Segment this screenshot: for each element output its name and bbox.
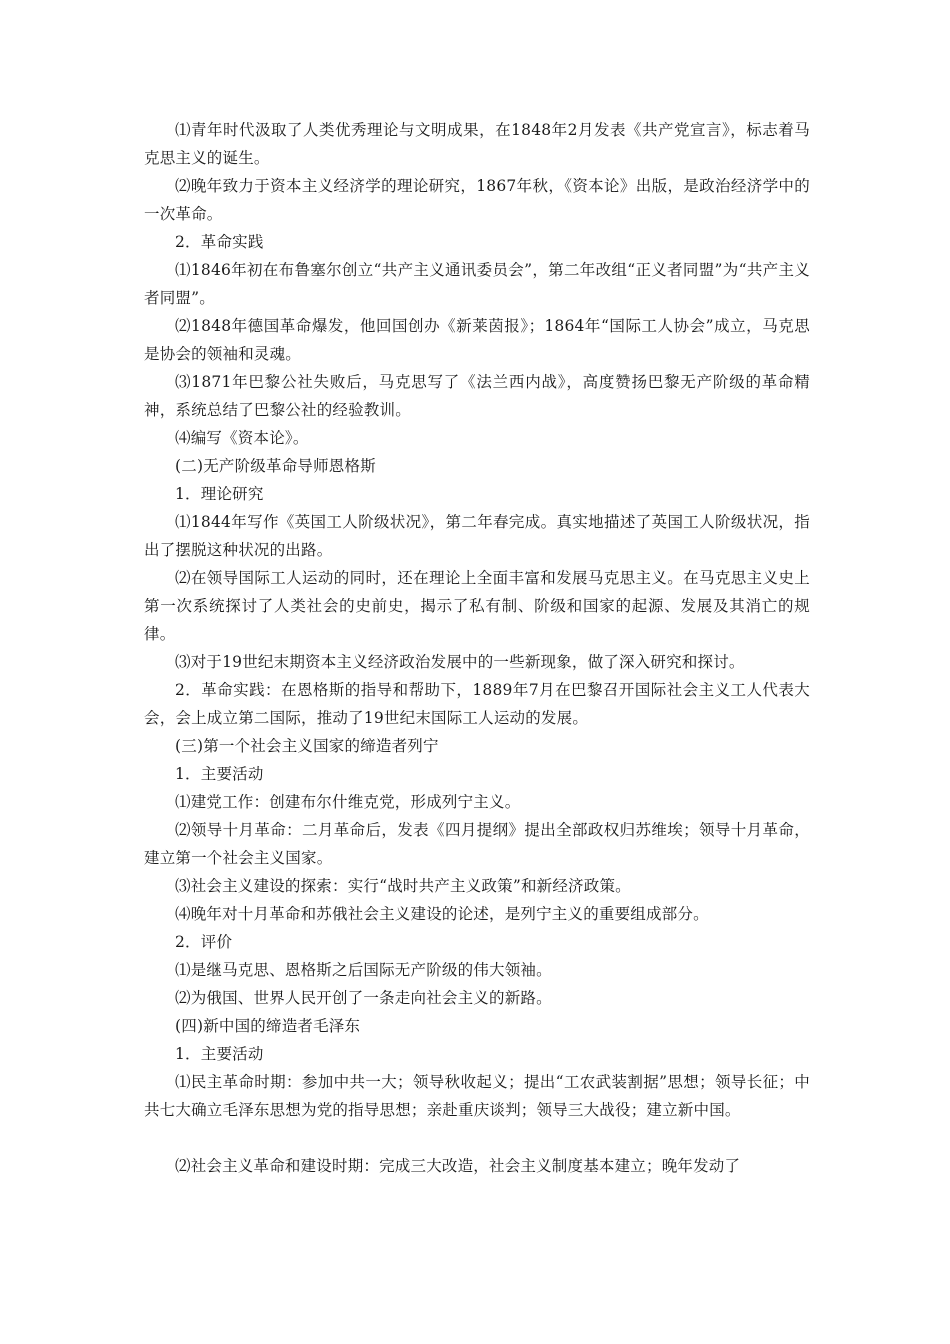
paragraph: ⑴青年时代汲取了人类优秀理论与文明成果，在1848年2月发表《共产党宣言》，标志着马克思主义的诞生。	[144, 121, 810, 167]
section-heading: (四)新中国的缔造者毛泽东	[175, 1017, 361, 1035]
paragraph: ⑴民主革命时期：参加中共一大；领导秋收起义；提出“工农武装割据”思想；领导长征；中共七大确立毛泽东思想为党的指导思想；亲赴重庆谈判；领导三大战役；建立新中国。	[144, 1073, 810, 1119]
body-text-bottom	[144, 1152, 810, 1180]
paragraph: ⑴1844年写作《英国工人阶级状况》，第二年春完成。真实地描述了英国工人阶级状况，指出了摆脱这种状况的出路。	[144, 513, 810, 559]
document-page	[144, 116, 810, 1180]
section-heading: 2．评价	[175, 933, 233, 951]
section-heading: (二)无产阶级革命导师恩格斯	[175, 457, 376, 475]
paragraph: ⑶社会主义建设的探索：实行“战时共产主义政策”和新经济政策。	[175, 877, 631, 895]
paragraph: ⑵1848年德国革命爆发，他回国创办《新莱茵报》；1864年“国际工人协会”成立，马克思是协会的领袖和灵魂。	[144, 317, 810, 363]
paragraph: ⑶对于19世纪末期资本主义经济政治发展中的一些新现象，做了深入研究和探讨。	[175, 653, 745, 671]
paragraph: ⑵社会主义革命和建设时期：完成三大改造，社会主义制度基本建立；晚年发动了	[175, 1157, 741, 1175]
paragraph: ⑷编写《资本论》。	[175, 429, 309, 447]
paragraph: ⑴建党工作：创建布尔什维克党，形成列宁主义。	[175, 793, 521, 811]
section-heading: 2．革命实践	[175, 233, 264, 251]
paragraph: ⑵在领导国际工人运动的同时，还在理论上全面丰富和发展马克思主义。在马克思主义史上第一次系统探讨了人类社会的史前史，揭示了私有制、阶级和国家的起源、发展及其消亡的规律。	[144, 569, 810, 643]
paragraph: ⑴1846年初在布鲁塞尔创立“共产主义通讯委员会”，第二年改组“正义者同盟”为“共产主义者同盟”。	[144, 261, 810, 307]
body-text-top	[144, 116, 810, 1124]
paragraph: ⑵晚年致力于资本主义经济学的理论研究，1867年秋，《资本论》出版，是政治经济学中的一次革命。	[144, 177, 810, 223]
paragraph: ⑵领导十月革命：二月革命后，发表《四月提纲》提出全部政权归苏维埃；领导十月革命，建立第一个社会主义国家。	[144, 821, 810, 867]
section-heading: 1．主要活动	[175, 765, 264, 783]
paragraph: ⑵为俄国、世界人民开创了一条走向社会主义的新路。	[175, 989, 552, 1007]
paragraph: ⑷晚年对十月革命和苏俄社会主义建设的论述，是列宁主义的重要组成部分。	[175, 905, 709, 923]
paragraph: ⑶1871年巴黎公社失败后，马克思写了《法兰西内战》，高度赞扬巴黎无产阶级的革命精神，系统总结了巴黎公社的经验教训。	[144, 373, 810, 419]
section-heading: (三)第一个社会主义国家的缔造者列宁	[175, 737, 439, 755]
section-heading: 1．理论研究	[175, 485, 264, 503]
paragraph: ⑴是继马克思、恩格斯之后国际无产阶级的伟大领袖。	[175, 961, 552, 979]
paragraph: 2．革命实践：在恩格斯的指导和帮助下，1889年7月在巴黎召开国际社会主义工人代表大会，会上成立第二国际，推动了19世纪末国际工人运动的发展。	[144, 681, 810, 727]
section-heading: 1．主要活动	[175, 1045, 264, 1063]
paragraph-gap	[144, 1124, 810, 1152]
